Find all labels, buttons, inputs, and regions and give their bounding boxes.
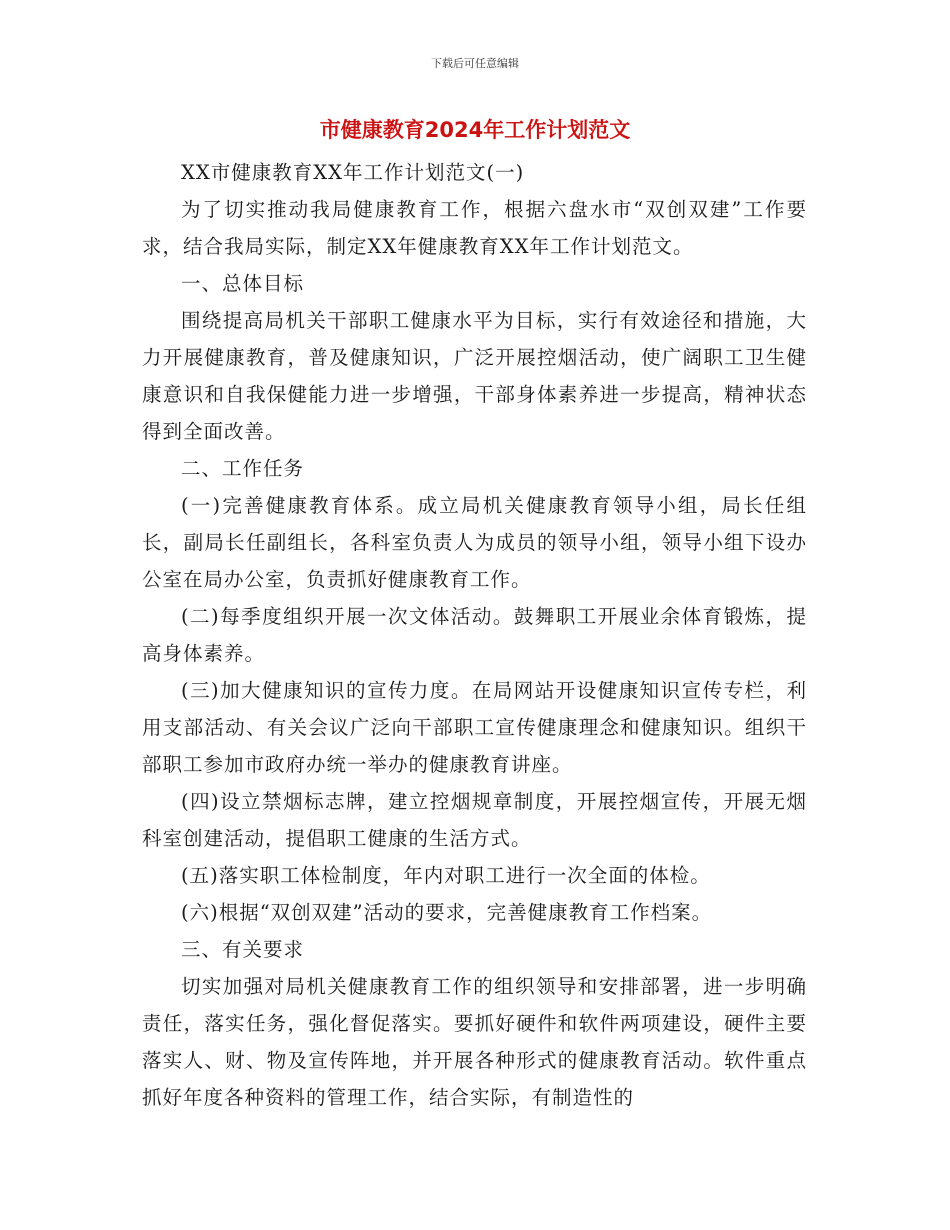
heading-requirements: 三、有关要求 (181, 938, 305, 961)
paragraph-task-1: (一)完善健康教育体系。成立局机关健康教育领导小组，局长任组长，副局长任副组长，各科室负责人为成员的领导小组，领导小组下设办公室在局办公室，负责抓好健康教育工作。 (142, 494, 807, 591)
paragraph-intro: 为了切实推动我局健康教育工作，根据六盘水市“双创双建”工作要求，结合我局实际，制定XX年健康教育XX年工作计划范文。 (142, 198, 807, 258)
heading-work-tasks: 二、工作任务 (181, 457, 305, 480)
paragraph-overall-goal: 围绕提高局机关干部职工健康水平为目标，实行有效途径和措施，大力开展健康教育，普及健康知识，广泛开展控烟活动，使广阔职工卫生健康意识和自我保健能力进一步增强，干部身体素养进一步提高，精神状态得到全面改善。 (142, 309, 807, 443)
document-title: 市健康教育2024年工作计划范文 (319, 118, 631, 142)
heading-overall-goal: 一、总体目标 (181, 272, 305, 295)
header-note: 下载后可任意编辑 (431, 57, 519, 70)
paragraph-task-5: (五)落实职工体检制度，年内对职工进行一次全面的体检。 (181, 864, 711, 887)
document-body (142, 154, 807, 1116)
paragraph-requirements: 切实加强对局机关健康教育工作的组织领导和安排部署，进一步明确责任，落实任务，强化督促落实。要抓好硬件和软件两项建设，硬件主要落实人、财、物及宣传阵地，并开展各种形式的健康教育活动。软件重点抓好年度各种资料的管理工作，结合实际，有制造性的 (142, 975, 807, 1109)
paragraph-task-2: (二)每季度组织开展一次文体活动。鼓舞职工开展业余体育锻炼，提高身体素养。 (142, 605, 807, 665)
paragraph-task-6: (六)根据“双创双建”活动的要求，完善健康教育工作档案。 (181, 901, 713, 924)
paragraph-task-4: (四)设立禁烟标志牌，建立控烟规章制度，开展控烟宣传，开展无烟科室创建活动，提倡职工健康的生活方式。 (142, 790, 807, 850)
paragraph-subtitle: XX市健康教育XX年工作计划范文(一) (181, 161, 525, 184)
paragraph-task-3: (三)加大健康知识的宣传力度。在局网站开设健康知识宣传专栏，利用支部活动、有关会议广泛向干部职工宣传健康理念和健康知识。组织干部职工参加市政府办统一举办的健康教育讲座。 (142, 679, 807, 776)
